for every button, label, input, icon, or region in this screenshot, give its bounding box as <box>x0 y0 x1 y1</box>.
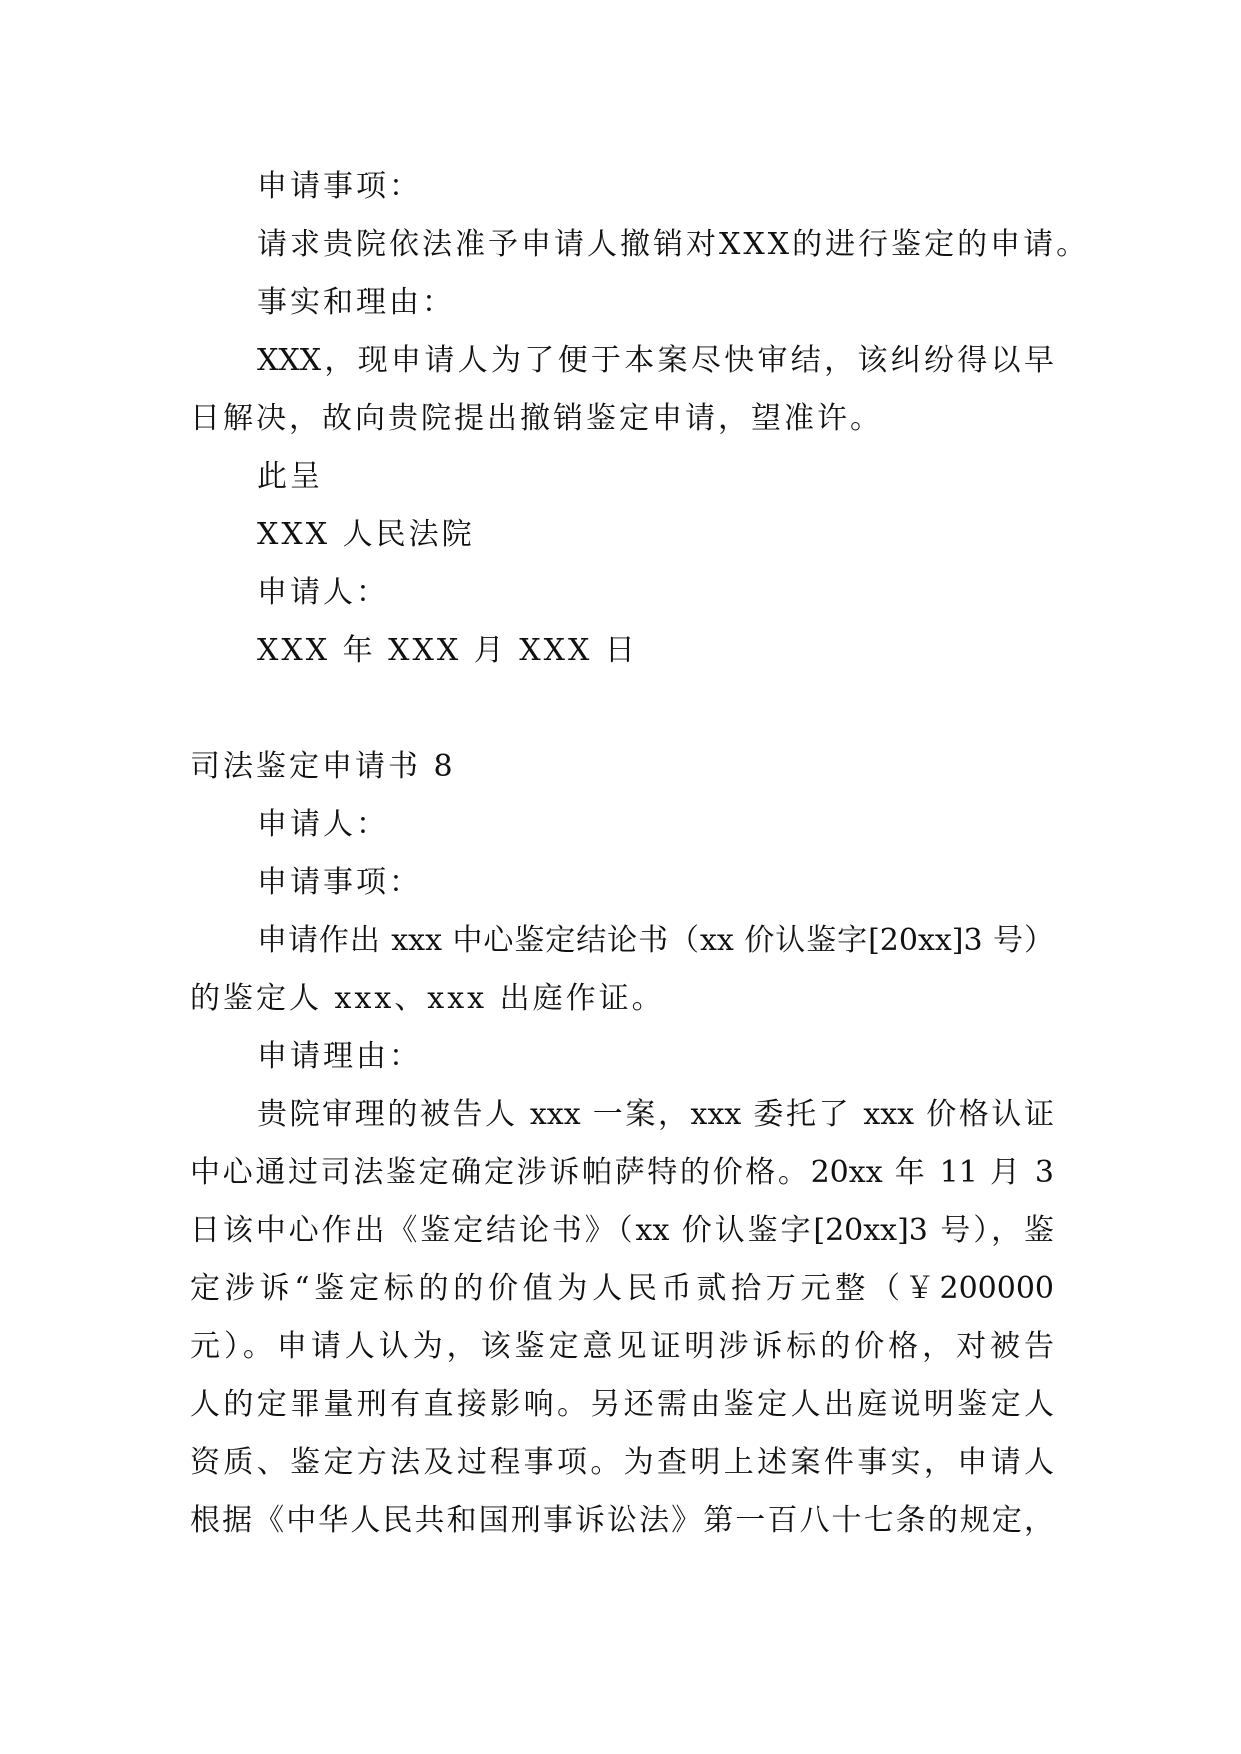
section-title: 司法鉴定申请书 8 <box>190 749 456 784</box>
facts-heading: 事实和理由： <box>257 285 455 320</box>
reason-paragraph-line: 人的定罪量刑有直接影响。另还需由鉴定人出庭说明鉴定人 <box>190 1387 1054 1422</box>
reason-paragraph-line: 日该中心作出《鉴定结论书》（xx 价认鉴字[20xx]3 号），鉴 <box>190 1213 1054 1248</box>
section-spacer <box>190 680 1054 738</box>
facts-paragraph-line: 日解决，故向贵院提出撤销鉴定申请，望准许。 <box>190 401 883 436</box>
salutation: 此呈 <box>257 459 323 494</box>
applicant-label: 申请人： <box>257 807 389 842</box>
reason-paragraph-line: 资质、鉴定方法及过程事项。为查明上述案件事实，申请人 <box>190 1445 1054 1480</box>
request-paragraph-line: 的鉴定人 xxx、xxx 出庭作证。 <box>190 981 665 1016</box>
request-heading: 申请事项： <box>257 865 422 900</box>
facts-paragraph-line: XXX，现申请人为了便于本案尽快审结，该纠纷得以早 <box>257 343 1054 378</box>
request-paragraph-line: 申请作出 xxx 中心鉴定结论书（xx 价认鉴字[20xx]3 号） <box>257 923 1054 958</box>
reason-paragraph-line: 中心通过司法鉴定确定涉诉帕萨特的价格。20xx 年 11 月 3 <box>190 1155 1054 1190</box>
request-heading: 申请事项： <box>257 169 422 204</box>
reason-heading: 申请理由： <box>257 1039 422 1074</box>
request-text: 请求贵院依法准予申请人撤销对XXX的进行鉴定的申请。 <box>257 227 1090 262</box>
document-body <box>190 158 1090 1550</box>
withdrawal-application-section <box>190 158 1090 680</box>
reason-paragraph-line: 定涉诉“鉴定标的的价值为人民币贰拾万元整（￥200000 <box>190 1271 1054 1306</box>
reason-paragraph-line: 元）。申请人认为，该鉴定意见证明涉诉标的价格，对被告 <box>190 1329 1054 1364</box>
signature-date: XXX 年 XXX 月 XXX 日 <box>257 633 638 668</box>
court-name: XXX 人民法院 <box>257 517 475 552</box>
appraisal-application-section <box>190 738 1054 1550</box>
reason-paragraph-line: 根据《中华人民共和国刑事诉讼法》第一百八十七条的规定， <box>190 1503 1054 1538</box>
reason-paragraph-line: 贵院审理的被告人 xxx 一案，xxx 委托了 xxx 价格认证 <box>257 1097 1054 1132</box>
applicant-label: 申请人： <box>257 575 389 610</box>
